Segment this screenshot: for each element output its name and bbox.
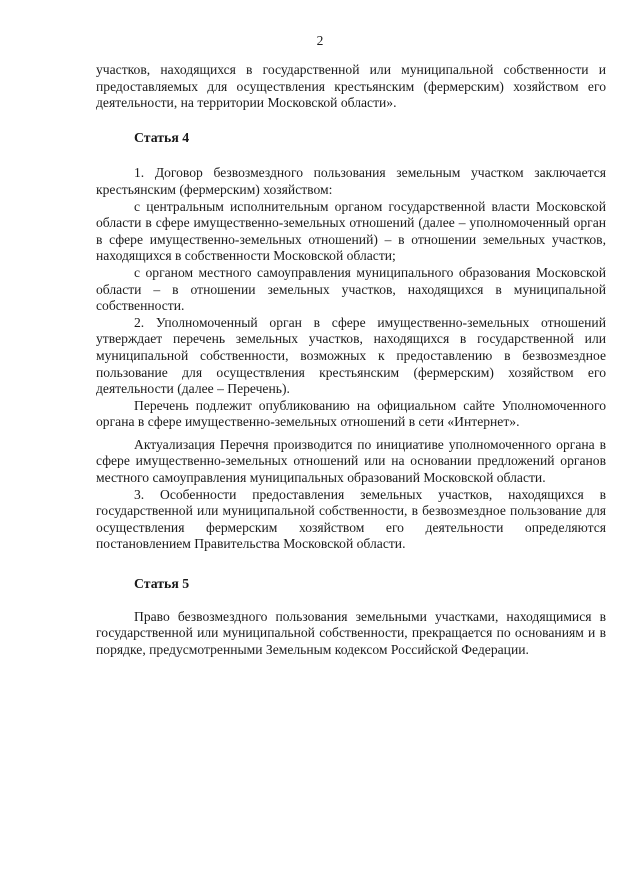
article-4-paragraph-6: Актуализация Перечня производится по инициативе уполномоченного органа в сфере имущественно-земельных отношений или на основании предложений органов местного самоуправления муниципальных образований Московской области.: [96, 436, 606, 486]
article-4-paragraph-5: Перечень подлежит опубликованию на официальном сайте Уполномоченного органа в сфере имущественно-земельных отношений в сети «Интернет».: [96, 397, 606, 430]
article-4-paragraph-3: с органом местного самоуправления муниципального образования Московской области – в отношении земельных участков, находящихся в муниципальной собственности.: [96, 264, 606, 314]
article-5-heading: Статья 5: [134, 576, 190, 592]
page-number: 2: [316, 33, 324, 48]
article-4-paragraph-7: 3. Особенности предоставления земельных участков, находящихся в государственной или муниципальной собственности, в безвозмездное пользование для осуществления фермерским хозяйством его деятельности определяются постановлением Правительства Московской области.: [96, 486, 606, 552]
article-4-paragraph-2: с центральным исполнительным органом государственной власти Московской области в сфере имущественно-земельных отношений (далее – уполномоченный орган в сфере имущественно-земельных отношений) – в отношении земельных участков, находящихся в собственности Московской области;: [96, 198, 606, 264]
intro-paragraph: участков, находящихся в государственной или муниципальной собственности и предоставляемых для осуществления крестьянским (фермерским) хозяйством его деятельности, на территории Московской области».: [96, 62, 606, 111]
document-body: [96, 62, 606, 658]
article-4-heading: Статья 4: [134, 129, 190, 145]
article-5-paragraph-1: Право безвозмездного пользования земельными участками, находящимися в государственной или муниципальной собственности, прекращается по основаниям и в порядке, предусмотренными Земельным кодексом Российской Федерации.: [96, 608, 606, 657]
article-4-paragraph-4: 2. Уполномоченный орган в сфере имущественно-земельных отношений утверждает перечень земельных участков, находящихся в государственной или муниципальной собственности, возможных к предоставлению в безвозмездное пользование для осуществления крестьянским (фермерским) хозяйством его деятельности (далее – Перечень).: [96, 314, 606, 397]
article-4-paragraph-1: 1. Договор безвозмездного пользования земельным участком заключается крестьянским (фермерским) хозяйством:: [96, 165, 606, 197]
